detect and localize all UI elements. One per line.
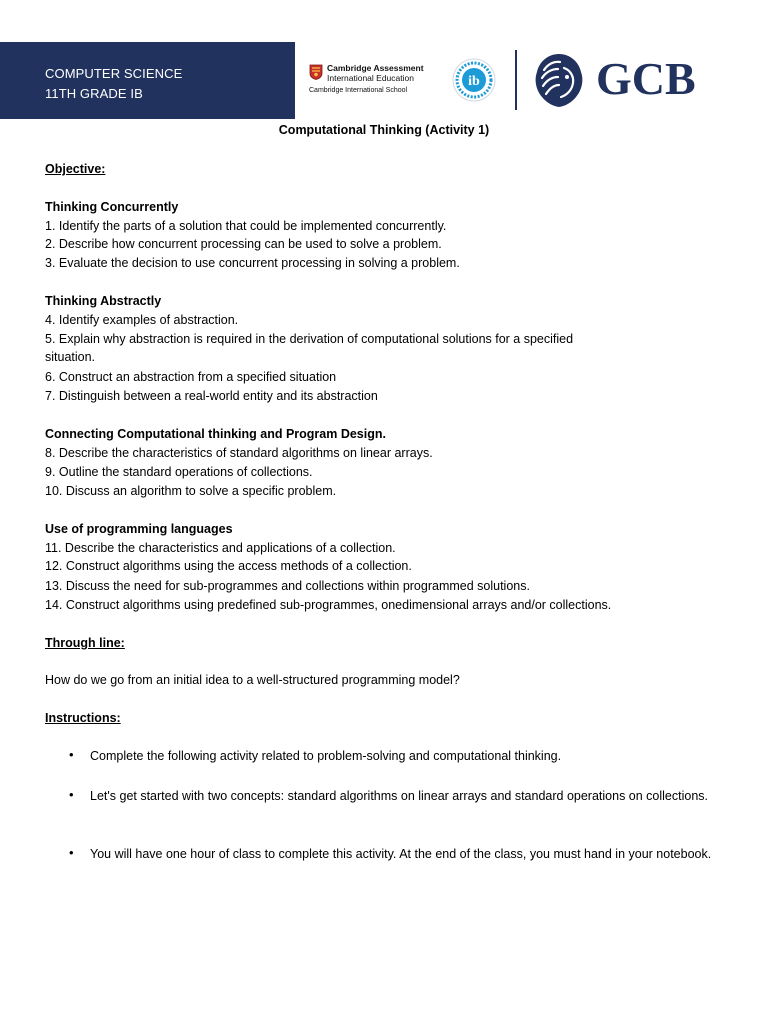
section-heading: Thinking Abstractly [45, 294, 162, 308]
header-divider [515, 50, 517, 110]
section-heading: Connecting Computational thinking and Program Design. [45, 427, 386, 441]
section-heading: Thinking Concurrently [45, 200, 179, 214]
bullet-icon: • [69, 845, 74, 860]
objective-item: 7. Distinguish between a real-world entity and its abstraction [45, 389, 378, 403]
objective-item: 10. Discuss an algorithm to solve a specific problem. [45, 484, 337, 498]
instruction-text: You will have one hour of class to complete this activity. At the end of the class, you must hand in your notebook. [90, 847, 712, 861]
cambridge-school: Cambridge International School [309, 87, 408, 94]
subject-label: COMPUTER SCIENCE [45, 66, 183, 81]
bullet-icon: • [69, 787, 74, 802]
objective-item: 2. Describe how concurrent processing can be used to solve a problem. [45, 237, 442, 251]
objective-item: 9. Outline the standard operations of collections. [45, 465, 313, 479]
instruction-text: Complete the following activity related to problem-solving and computational thinking. [90, 749, 562, 763]
objective-item: 12. Construct algorithms using the access methods of a collection. [45, 559, 412, 573]
objective-item: 13. Discuss the need for sub-programmes and collections within programmed solutions. [45, 579, 530, 593]
lion-crest-icon [530, 50, 588, 110]
objective-item: 3. Evaluate the decision to use concurrent processing in solving a problem. [45, 256, 460, 270]
objective-item: situation. [45, 350, 96, 364]
cambridge-name: Cambridge Assessment [327, 63, 424, 73]
ib-logo-icon [452, 58, 496, 102]
svg-text:ib: ib [468, 74, 480, 89]
objective-item: 11. Describe the characteristics and applications of a collection. [45, 541, 396, 555]
cambridge-logo [309, 62, 449, 98]
section-heading: Use of programming languages [45, 522, 233, 536]
document-title: Computational Thinking (Activity 1) [278, 123, 490, 137]
bullet-icon: • [69, 747, 74, 762]
gcb-logo-text: GCB [596, 53, 696, 104]
objective-item: 5. Explain why abstraction is required in the derivation of computational solutions for a specified [45, 332, 574, 346]
header-band [0, 42, 295, 119]
instructions-heading: Instructions: [45, 711, 121, 725]
objective-heading: Objective: [45, 162, 106, 176]
objective-item: 1. Identify the parts of a solution that could be implemented concurrently. [45, 219, 447, 233]
objective-item: 6. Construct an abstraction from a specified situation [45, 370, 337, 384]
objective-item: 14. Construct algorithms using predefined sub-programmes, onedimensional arrays and/or collections. [45, 598, 612, 612]
objective-item: 8. Describe the characteristics of standard algorithms on linear arrays. [45, 446, 433, 460]
grade-label: 11TH GRADE IB [45, 86, 143, 101]
cambridge-subname: International Education [327, 73, 414, 83]
through-line-text: How do we go from an initial idea to a well-structured programming model? [45, 673, 460, 687]
instruction-text: Let's get started with two concepts: standard algorithms on linear arrays and standard operations on collections. [90, 789, 709, 803]
cambridge-shield-icon [309, 64, 323, 80]
objective-item: 4. Identify examples of abstraction. [45, 313, 239, 327]
through-line-heading: Through line: [45, 636, 125, 650]
